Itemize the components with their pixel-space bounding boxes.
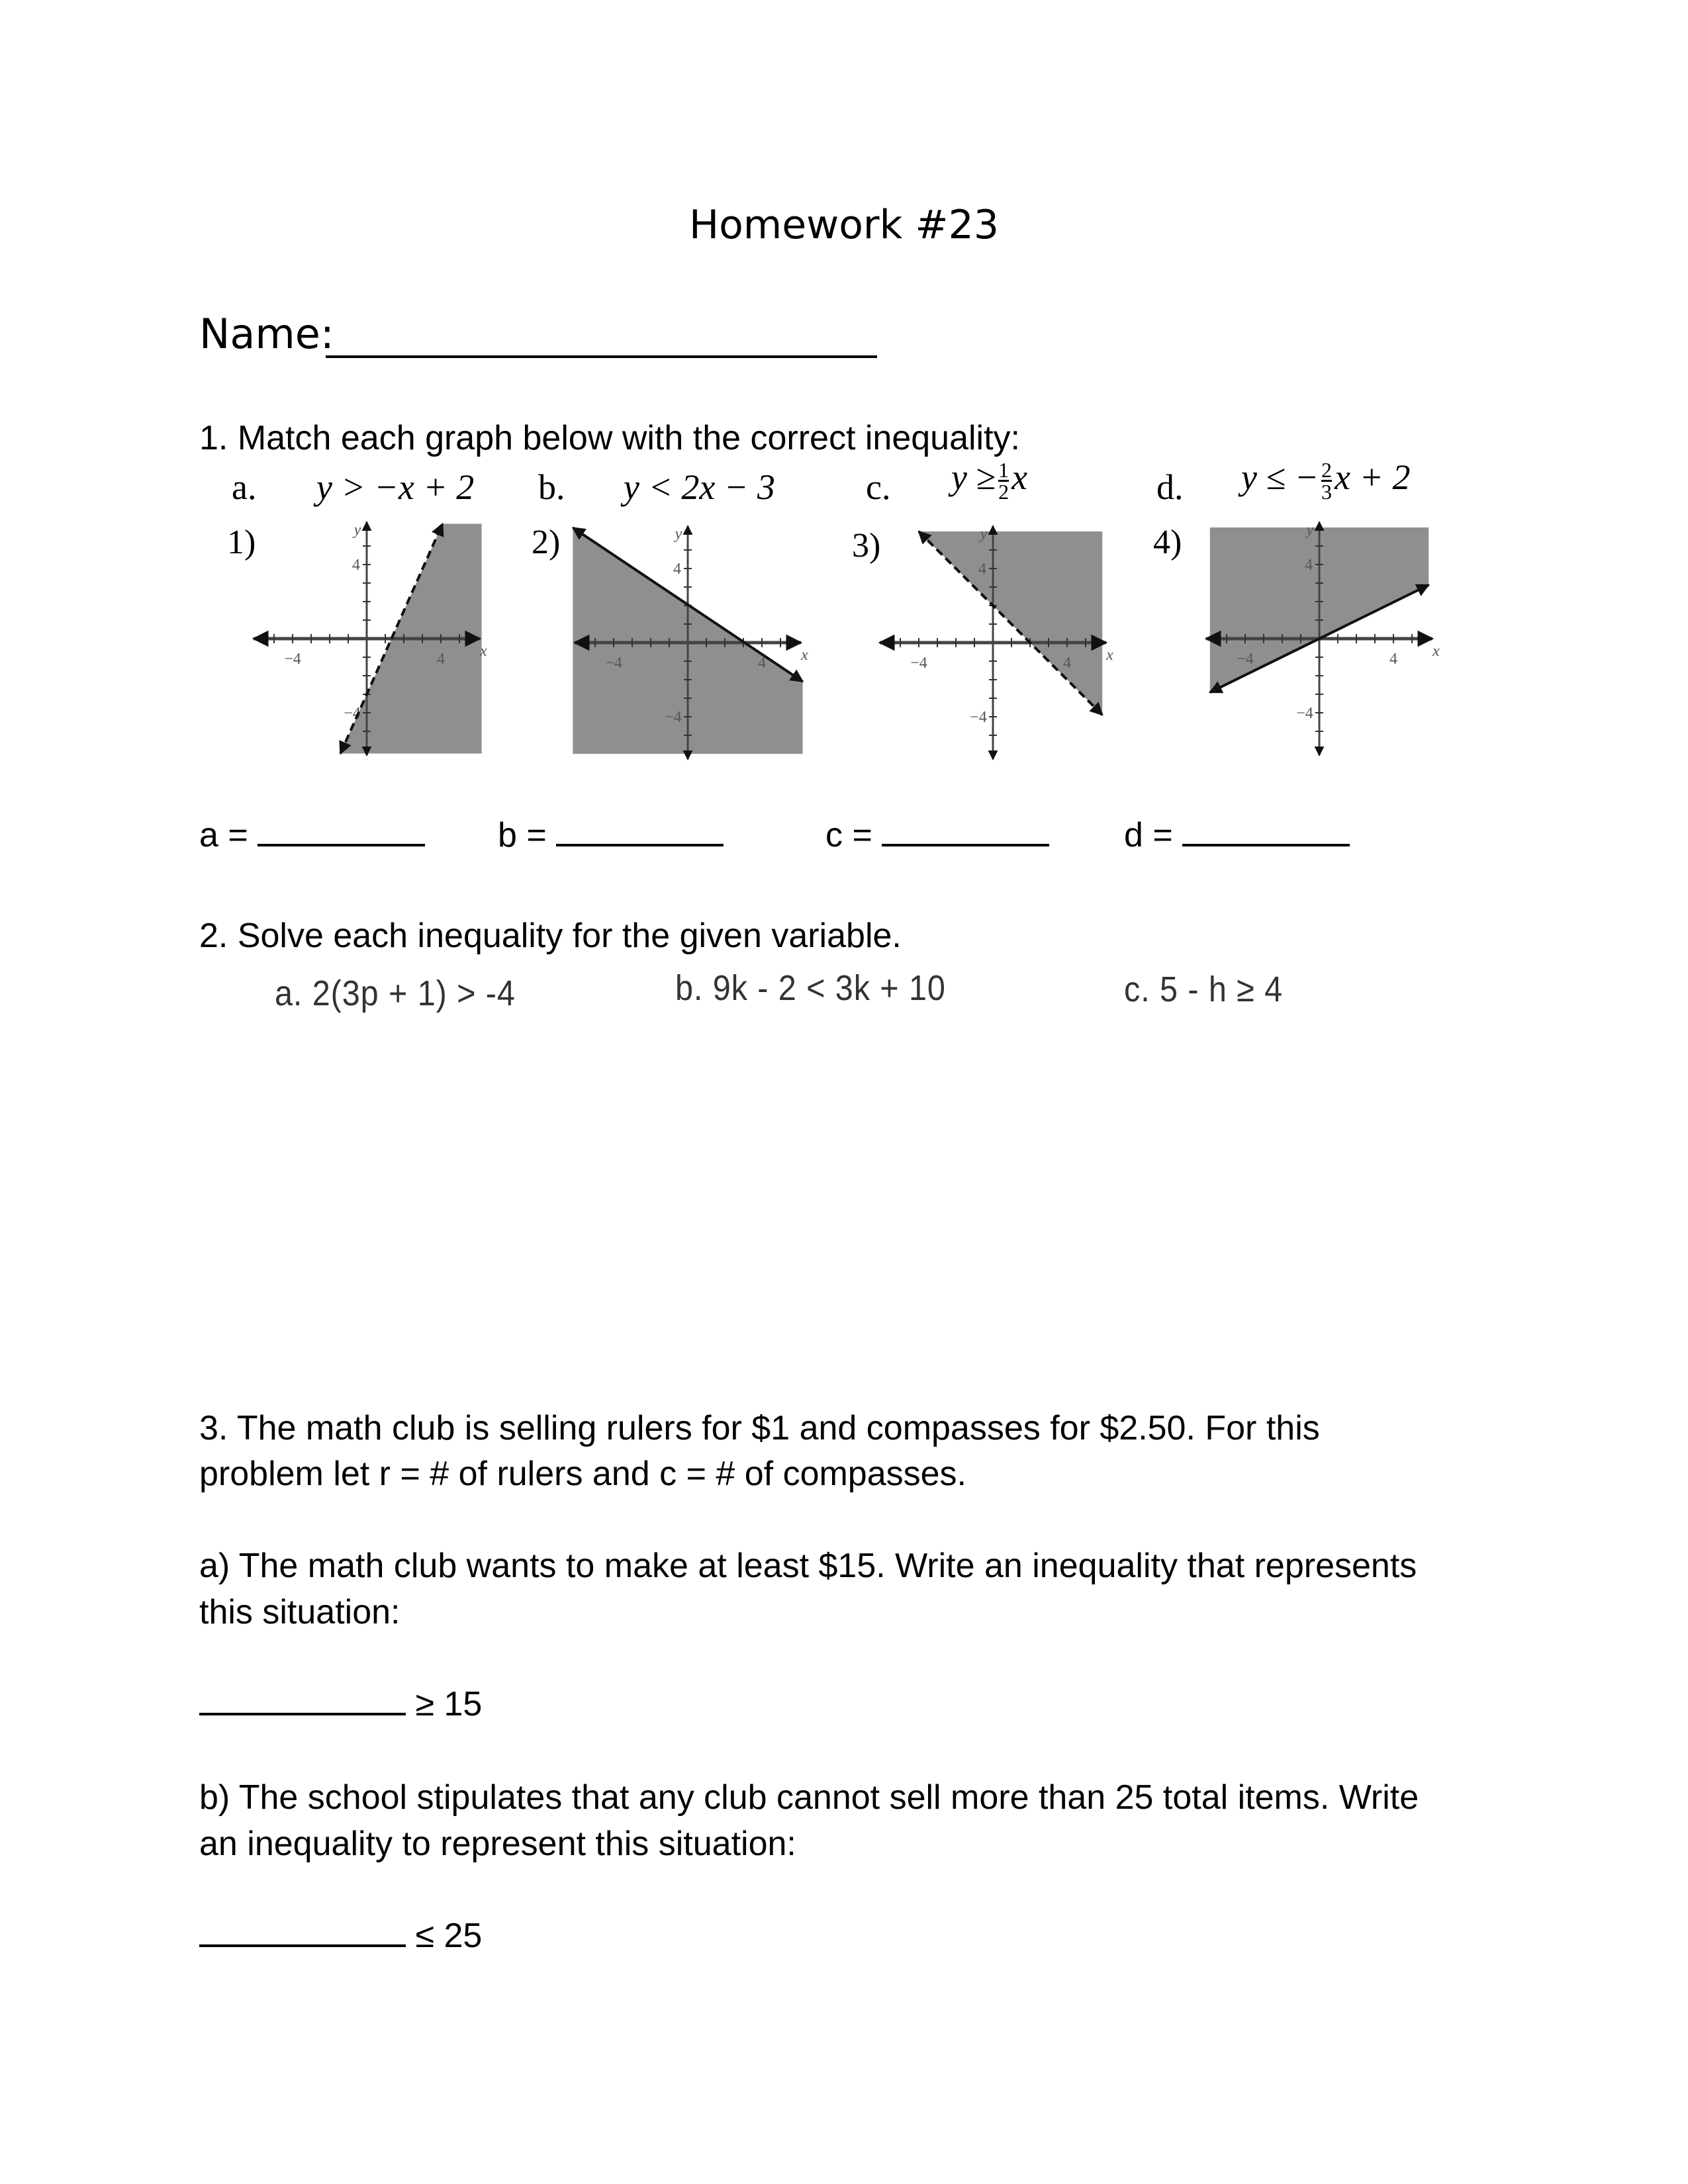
x-tick-label-pos: 4 <box>437 651 445 668</box>
y-axis-label: y <box>353 522 361 539</box>
ineq-c-num: 1 <box>998 458 1009 482</box>
x-tick-label-neg: −4 <box>1237 651 1254 668</box>
answer-c-blank[interactable] <box>882 844 1049 846</box>
x-tick-label-neg: −4 <box>910 655 927 672</box>
y-axis-label: y <box>675 525 682 543</box>
q3-intro-line2: problem let r = # of rulers and c = # of compasses. <box>199 1455 967 1493</box>
q3b-line2: an inequality to represent this situation: <box>199 1825 796 1863</box>
ineq-d-fraction <box>1321 460 1332 502</box>
answer-d-blank[interactable] <box>1182 844 1350 846</box>
q2-part-c: c. 5 - h ≥ 4 <box>1124 970 1284 1009</box>
answer-b-label: b = <box>498 816 547 854</box>
ineq-d-rhs: x + 2 <box>1335 457 1411 497</box>
answer-b-blank[interactable] <box>556 844 724 846</box>
y-tick-label-neg: −4 <box>1296 705 1313 722</box>
y-tick-label-neg: −4 <box>665 709 682 726</box>
y-axis-label: y <box>980 525 988 543</box>
q2-part-a: a. 2(3p + 1) > -4 <box>275 974 516 1013</box>
q3-intro-line1: 3. The math club is selling rulers for $1 and compasses for $2.50. For this <box>199 1409 1320 1447</box>
y-tick-label-neg: −4 <box>344 705 361 722</box>
q3b-line1: b) The school stipulates that any club cannot sell more than 25 total items. Write <box>199 1778 1419 1817</box>
x-axis-label: x <box>801 647 808 664</box>
graph-number-4: 4) <box>1153 523 1182 561</box>
x-tick-label-pos: 4 <box>1389 651 1397 668</box>
ineq-d <box>1241 457 1410 502</box>
ineq-c-rhs: x <box>1011 457 1028 497</box>
y-tick-label-neg: −4 <box>970 709 987 726</box>
q3a-answer <box>199 1684 482 1724</box>
ineq-c-den: 2 <box>998 480 1009 504</box>
q1-prompt: 1. Match each graph below with the correct inequality: <box>199 419 1021 457</box>
q3a-line1: a) The math club wants to make at least $15. Write an inequality that represents <box>199 1547 1417 1585</box>
graph-2 <box>569 517 807 768</box>
q3a-line2: this situation: <box>199 1593 400 1631</box>
ineq-c-fraction <box>998 460 1009 502</box>
page-title: Homework #23 <box>688 202 1000 248</box>
answer-a <box>199 815 425 855</box>
ineq-d-letter: d. <box>1156 467 1184 507</box>
answer-b <box>498 815 724 855</box>
x-tick-label-pos: 4 <box>758 655 766 672</box>
graph-4 <box>1200 513 1438 764</box>
name-input-line[interactable] <box>326 355 877 358</box>
answer-a-label: a = <box>199 816 248 854</box>
answer-d <box>1124 815 1350 855</box>
ineq-d-lhs: y ≤ − <box>1241 457 1319 497</box>
q2-part-b: b. 9k - 2 < 3k + 10 <box>675 968 946 1008</box>
answer-c <box>825 815 1049 855</box>
q3b-blank[interactable] <box>199 1944 406 1947</box>
y-axis-label: y <box>1306 522 1314 539</box>
answer-d-label: d = <box>1124 816 1173 854</box>
x-axis-label: x <box>1106 647 1113 664</box>
answer-c-label: c = <box>825 816 872 854</box>
graph-1 <box>248 513 486 764</box>
y-tick-label-pos: 4 <box>978 561 986 578</box>
y-tick-label-pos: 4 <box>673 561 681 578</box>
graph-number-2: 2) <box>532 523 561 561</box>
q2-prompt: 2. Solve each inequality for the given variable. <box>199 917 902 955</box>
y-tick-label-pos: 4 <box>1305 557 1313 574</box>
ineq-d-den: 3 <box>1321 480 1333 504</box>
graph-number-3: 3) <box>852 527 881 565</box>
answer-a-blank[interactable] <box>258 844 425 846</box>
x-tick-label-neg: −4 <box>605 655 622 672</box>
y-tick-label-pos: 4 <box>352 557 360 574</box>
ineq-a <box>316 467 474 508</box>
ineq-a-expr: y > −x + 2 <box>316 467 475 507</box>
q3a-rhs: ≥ 15 <box>415 1685 483 1723</box>
x-tick-label-neg: −4 <box>284 651 301 668</box>
q3b-rhs: ≤ 25 <box>415 1917 483 1955</box>
x-tick-label-pos: 4 <box>1063 655 1071 672</box>
name-label: Name: <box>199 310 334 358</box>
q3a-blank[interactable] <box>199 1713 406 1715</box>
ineq-a-letter: a. <box>232 467 257 507</box>
ineq-c-lhs: y ≥ <box>951 457 996 497</box>
ineq-b <box>624 467 775 508</box>
x-axis-label: x <box>1432 643 1440 660</box>
ineq-b-letter: b. <box>538 467 565 507</box>
ineq-c <box>951 457 1027 502</box>
ineq-d-num: 2 <box>1321 458 1333 482</box>
graph-number-1: 1) <box>227 523 256 561</box>
q3b-answer <box>199 1916 482 1956</box>
ineq-b-expr: y < 2x − 3 <box>624 467 775 507</box>
graph-3 <box>874 517 1112 768</box>
x-axis-label: x <box>480 643 487 660</box>
ineq-c-letter: c. <box>866 467 891 507</box>
